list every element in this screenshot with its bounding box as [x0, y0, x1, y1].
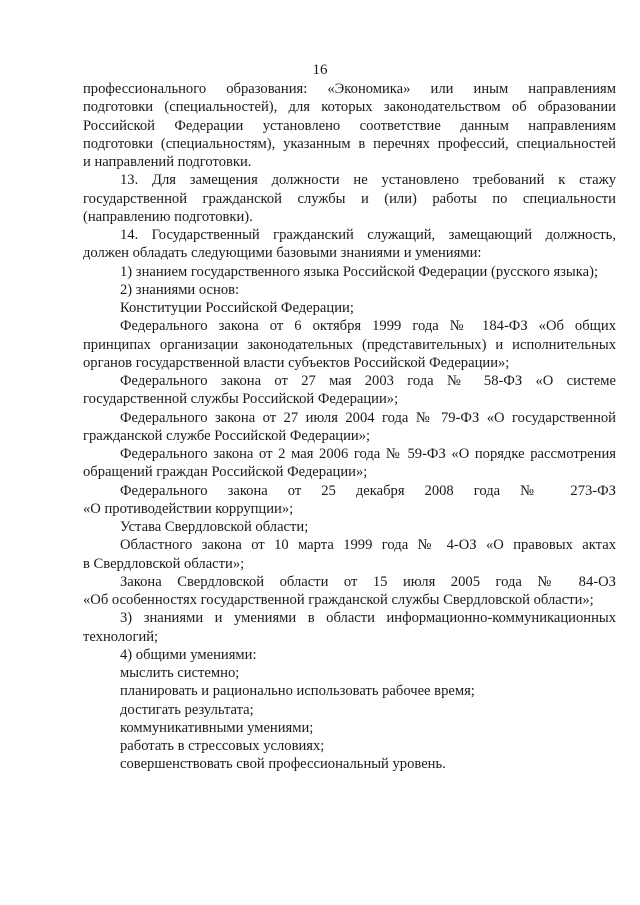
text-line: подготовки (специальностям), указанным в перечнях профессий, специальностей — [83, 135, 616, 152]
text-line: мыслить системно; — [120, 665, 240, 681]
text-line: профессионального образования: «Экономика» или иным направлениям — [83, 81, 616, 97]
text-line: «Об особенностях государственной гражданской службы Свердловской области»; — [83, 592, 594, 608]
text-line: Конституции Российской Федерации; — [120, 300, 354, 316]
text-line: должен обладать следующими базовыми знаниями и умениями: — [83, 245, 482, 262]
text-line: Российской Федерации установлено соответствие данным направлениям — [83, 117, 616, 134]
text-line: (направлению подготовки). — [83, 208, 253, 225]
text-line: 2) знаниями основ: — [120, 281, 240, 298]
text-line: 1) знанием государственного языка Российской Федерации (русского языка); — [120, 263, 598, 280]
text-line: Федерального закона от 25 декабря 2008 года № 273-ФЗ — [120, 482, 616, 499]
text-line: подготовки (специальностей), для которых законодательством об образовании — [83, 99, 616, 116]
page-number: 16 — [312, 62, 328, 78]
text-line: гражданской службе Российской Федерации»; — [83, 427, 371, 444]
text-line: Устава Свердловской области; — [120, 519, 309, 535]
text-line: 3) знаниями и умениями в области информационно-коммуникационных — [120, 610, 616, 627]
text-line: коммуникативными умениями; — [120, 719, 314, 736]
text-line: и направлений подготовки. — [83, 154, 252, 170]
text-line: 14. Государственный гражданский служащий, замещающий должность, — [120, 227, 616, 243]
text-line: Федерального закона от 27 июля 2004 года № 79-ФЗ «О государственной — [120, 409, 616, 426]
text-line: достигать результата; — [120, 701, 254, 718]
text-line: 4) общими умениями: — [120, 646, 257, 663]
text-line: государственной гражданской службы и (или) работы по специальности — [83, 190, 616, 207]
text-line: «О противодействии коррупции»; — [83, 500, 294, 517]
text-line: обращений граждан Российской Федерации»; — [83, 464, 368, 481]
text-line: Федерального закона от 6 октября 1999 года № 184-ФЗ «Об общих — [120, 318, 616, 335]
document-body — [83, 80, 616, 774]
text-line: в Свердловской области»; — [83, 555, 245, 572]
text-line: Закона Свердловской области от 15 июля 2005 года № 84-ОЗ — [120, 573, 616, 590]
text-line: Областного закона от 10 марта 1999 года № 4-ОЗ «О правовых актах — [120, 537, 616, 554]
text-line: государственной службы Российской Федерации»; — [83, 391, 399, 408]
text-line: 13. Для замещения должности не установлено требований к стажу — [120, 172, 616, 189]
text-line: технологий; — [83, 628, 159, 645]
text-line: Федерального закона от 2 мая 2006 года № 59-ФЗ «О порядке рассмотрения — [120, 446, 616, 462]
text-line: планировать и рационально использовать рабочее время; — [120, 683, 475, 700]
text-line: работать в стрессовых условиях; — [120, 738, 325, 754]
text-line: совершенствовать свой профессиональный уровень. — [120, 756, 446, 773]
text-line: Федерального закона от 27 мая 2003 года № 58-ФЗ «О системе — [120, 373, 616, 389]
text-line: принципах организации законодательных (представительных) и исполнительных — [83, 336, 616, 353]
text-line: органов государственной власти субъектов Российской Федерации»; — [83, 354, 510, 371]
